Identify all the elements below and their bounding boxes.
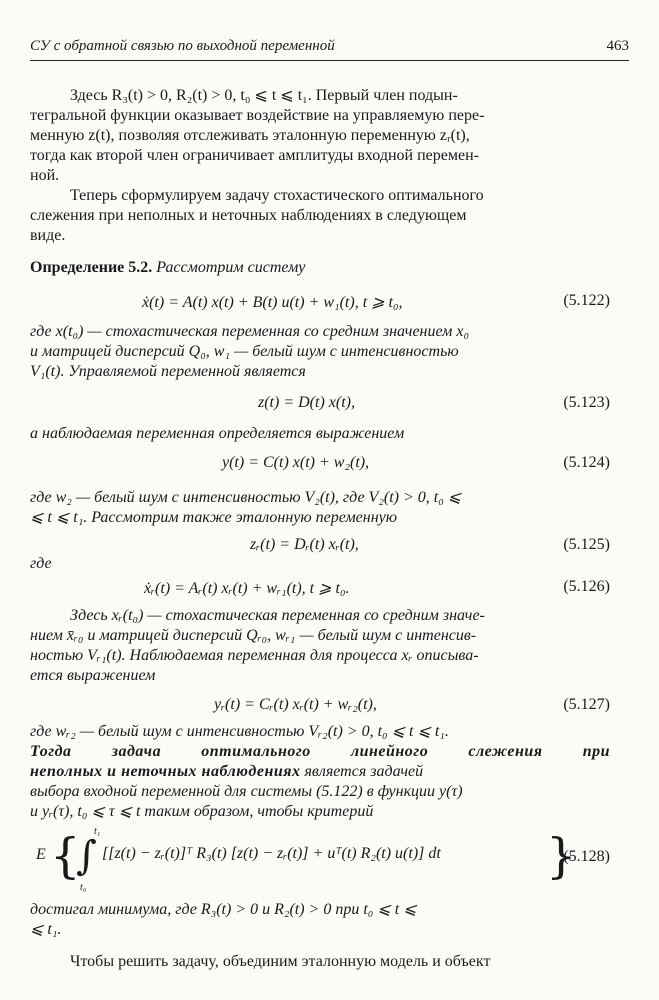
equation-number: (5.127) — [563, 696, 610, 713]
text-line: ется выражением — [30, 667, 156, 684]
equation-formula: y(t) = C(t) x(t) + w₂(t), — [222, 454, 370, 471]
equation-5-124 — [30, 452, 610, 476]
paragraph-formulation — [30, 186, 610, 246]
text-line: ⩽ t ⩽ t₁. Рассмотрим также эталонную переменную — [30, 509, 398, 526]
text-line: тогда как второй член ограничивает амплитуды входной перемен- — [30, 147, 479, 164]
equation-formula: zᵣ(t) = Dᵣ(t) xᵣ(t), — [250, 536, 359, 553]
equation-number: (5.126) — [563, 578, 610, 595]
text-line — [30, 742, 610, 762]
equation-formula: ẋ(t) = A(t) x(t) + B(t) u(t) + w₁(t), t ⩾ t₀, — [142, 294, 403, 311]
equation-number: (5.128) — [563, 848, 610, 865]
text-line: слежения при неполных и неточных наблюдениях в следующем — [30, 207, 467, 224]
equation-number: (5.123) — [563, 394, 610, 411]
definition-label: Определение 5.2. — [30, 259, 153, 276]
integral-sign: ∫ — [76, 833, 97, 879]
text-line: и yᵣ(τ), t₀ ⩽ τ ⩽ t таким образом, чтобы критерий — [30, 803, 374, 820]
text-line: ⩽ t₁. — [30, 921, 62, 938]
text-line: V₁(t). Управляемой переменной является — [30, 363, 306, 380]
upper-limit: t₁ — [94, 826, 101, 837]
equation-formula — [36, 820, 576, 900]
text-line: менную z(t), позволяя отслеживать эталонную переменную zᵣ(t), — [30, 127, 470, 144]
text-line: Чтобы решить задачу, объединим эталонную модель и объект — [70, 953, 491, 970]
equation-number: (5.125) — [563, 536, 610, 553]
equation-formula: z(t) = D(t) x(t), — [258, 394, 355, 411]
text-line: нием x̄ᵣ₀ и матрицей дисперсий Qᵣ₀, wᵣ₁ — белый шум с интенсив- — [30, 627, 477, 644]
equation-5-128 — [36, 820, 610, 900]
emphasis-text: Тогда задача оптимального линейного слежения при — [30, 743, 610, 760]
text-line: ной. — [30, 167, 60, 184]
paragraph-reference — [30, 606, 610, 686]
text-line: где — [30, 555, 52, 572]
text-line — [30, 762, 610, 782]
page-number: 463 — [606, 38, 629, 54]
paragraph-solution — [30, 952, 610, 972]
equation-number: (5.124) — [563, 454, 610, 471]
running-title: СУ с обратной связью по выходной переменной — [30, 38, 335, 54]
text-line: а наблюдаемая переменная определяется выражением — [30, 425, 405, 442]
paragraph-intro — [30, 86, 610, 186]
text-line: Здесь xᵣ(t₀) — стохастическая переменная со средним значе- — [70, 607, 485, 624]
emphasis-text: неполных и неточных наблюдениях — [30, 763, 301, 780]
text-line: где wᵣ₂ — белый шум с интенсивностью Vᵣ₂(t) > 0, t₀ ⩽ t ⩽ t₁. — [30, 723, 449, 740]
paragraph-where-w2 — [30, 488, 610, 528]
equation-number: (5.122) — [563, 292, 610, 309]
paragraph-problem — [30, 722, 610, 822]
equation-5-123 — [30, 392, 610, 416]
paragraph-where-x — [30, 322, 610, 382]
text-line: тегральной функции оказывает воздействие на управляемую пере- — [30, 107, 485, 124]
text-line: Теперь сформулируем задачу стохастического оптимального — [70, 187, 484, 204]
left-brace: { — [50, 828, 81, 884]
text-line: ностью Vᵣ₁(t). Наблюдаемая переменная для процесса xᵣ описыва- — [30, 647, 479, 664]
text-line: виде. — [30, 227, 66, 244]
text-line: где x(t₀) — стохастическая переменная со средним значением x₀ — [30, 323, 470, 340]
expectation-symbol: E — [36, 846, 46, 863]
equation-5-127 — [30, 694, 610, 718]
equation-formula: ẋᵣ(t) = Aᵣ(t) xᵣ(t) + wᵣ₁(t), t ⩾ t₀. — [144, 580, 350, 597]
equation-formula: yᵣ(t) = Cᵣ(t) xᵣ(t) + wᵣ₂(t), — [214, 696, 377, 713]
definition-text: Рассмотрим систему — [156, 259, 306, 276]
text-line: выбора входной переменной для системы (5.122) в функции y(τ) — [30, 783, 463, 800]
running-header — [30, 36, 629, 61]
paragraph-where — [30, 554, 610, 574]
text-line: достигал минимума, где R₃(t) > 0 и R₂(t) > 0 при t₀ ⩽ t ⩽ — [30, 901, 417, 918]
right-brace: } — [546, 828, 577, 884]
integrand: [[z(t) − zᵣ(t)]ᵀ R₃(t) [z(t) − zᵣ(t)] + uᵀ(t) R₂(t) u(t)] dt — [102, 845, 441, 862]
lower-limit: t₀ — [80, 882, 87, 893]
paragraph-minimum — [30, 900, 610, 940]
text-line: Здесь R₃(t) > 0, R₂(t) > 0, t₀ ⩽ t ⩽ t₁. Первый член подын- — [70, 87, 458, 104]
definition-heading — [30, 258, 610, 278]
text-span: является задачей — [300, 763, 424, 780]
equation-5-126 — [30, 576, 610, 600]
text-line: и матрицей дисперсий Q₀, w₁ — белый шум с интенсивностью — [30, 343, 459, 360]
equation-5-122 — [30, 290, 610, 314]
paragraph-observed — [30, 424, 610, 444]
text-line: где w₂ — белый шум с интенсивностью V₂(t), где V₂(t) > 0, t₀ ⩽ — [30, 489, 462, 506]
